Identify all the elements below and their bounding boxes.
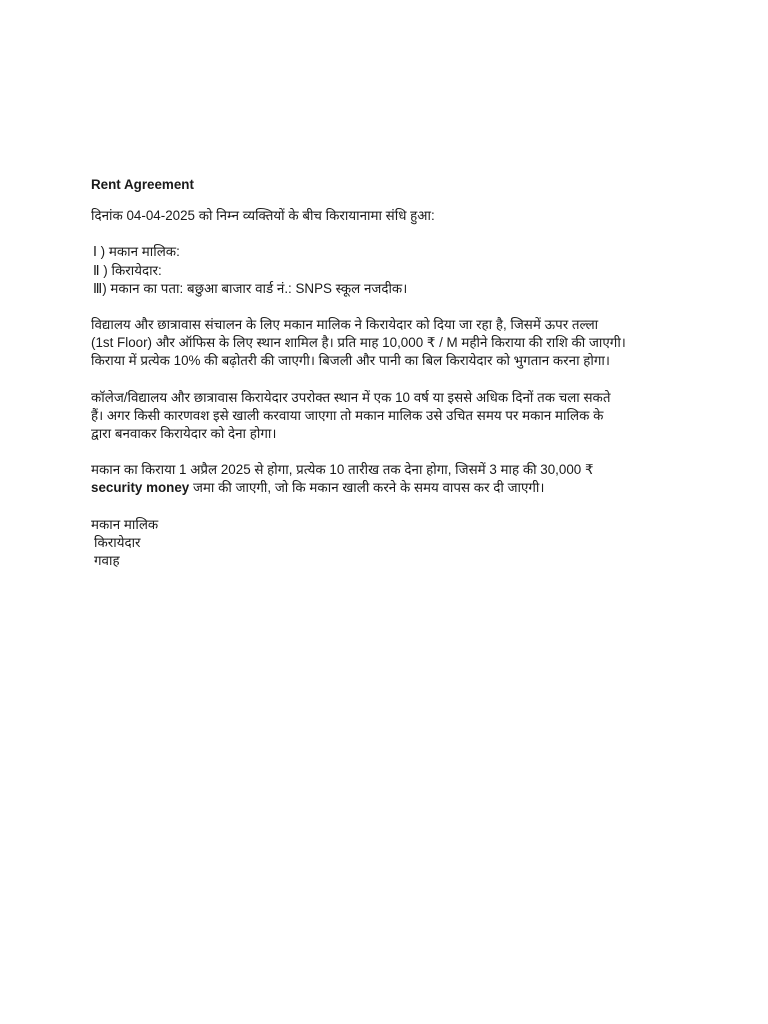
paragraph-line	[91, 479, 681, 497]
property-address: Ⅲ) मकान का पता: बछुआ बाजार वार्ड नं.: SNPS स्कूल नजदीक।	[93, 280, 408, 296]
paragraph-line: कॉलेज/विद्यालय और छात्रावास किरायेदार उपरोक्त स्थान में एक 10 वर्ष या इससे अधिक दिनों तक चला सकते	[91, 389, 611, 405]
paragraph-line: किराया में प्रत्येक 10% की बढ़ोतरी की जाएगी। बिजली और पानी का बिल किरायेदार को भुगतान करना होगा।	[91, 353, 610, 369]
rent-paragraph	[91, 461, 681, 497]
signature-block	[91, 516, 681, 571]
parties-list	[91, 243, 681, 298]
signature-tenant: किरायेदार	[94, 534, 141, 550]
purpose-paragraph	[91, 316, 681, 371]
document-page	[91, 176, 681, 570]
paragraph-line: द्वारा बनवाकर किरायेदार को देना होगा।	[91, 426, 277, 442]
tenure-paragraph	[91, 389, 681, 444]
security-money-label: security money	[91, 480, 190, 496]
paragraph-text: जमा की जाएगी, जो कि मकान खाली करने के समय वापस कर दी जाएगी।	[189, 480, 545, 496]
signature-witness: गवाह	[94, 553, 120, 569]
document-title: Rent Agreement	[91, 177, 194, 192]
party-owner: Ⅰ ) मकान मालिक:	[93, 244, 180, 260]
signature-owner: मकान मालिक	[91, 516, 159, 532]
paragraph-line: विद्यालय और छात्रावास संचालन के लिए मकान मालिक ने किरायेदार को दिया जा रहा है, जिसमें ऊपर तल्ला	[91, 317, 599, 333]
paragraph-line: हैं। अगर किसी कारणवश इसे खाली करवाया जाएगा तो मकान मालिक उसे उचित समय पर मकान मालिक के	[91, 407, 604, 423]
party-tenant: Ⅱ ) किरायेदार:	[93, 262, 162, 278]
paragraph-line: (1st Floor) और ऑफिस के लिए स्थान शामिल है। प्रति माह 10,000 ₹ / M महीने किराया की राशि की जाएगी।	[91, 335, 626, 351]
paragraph-line: मकान का किराया 1 अप्रैल 2025 से होगा, प्रत्येक 10 तारीख तक देना होगा, जिसमें 3 माह की 30,000 ₹	[91, 462, 594, 478]
intro-line: दिनांक 04-04-2025 को निम्न व्यक्तियों के बीच किरायानामा संधि हुआ:	[91, 208, 435, 224]
